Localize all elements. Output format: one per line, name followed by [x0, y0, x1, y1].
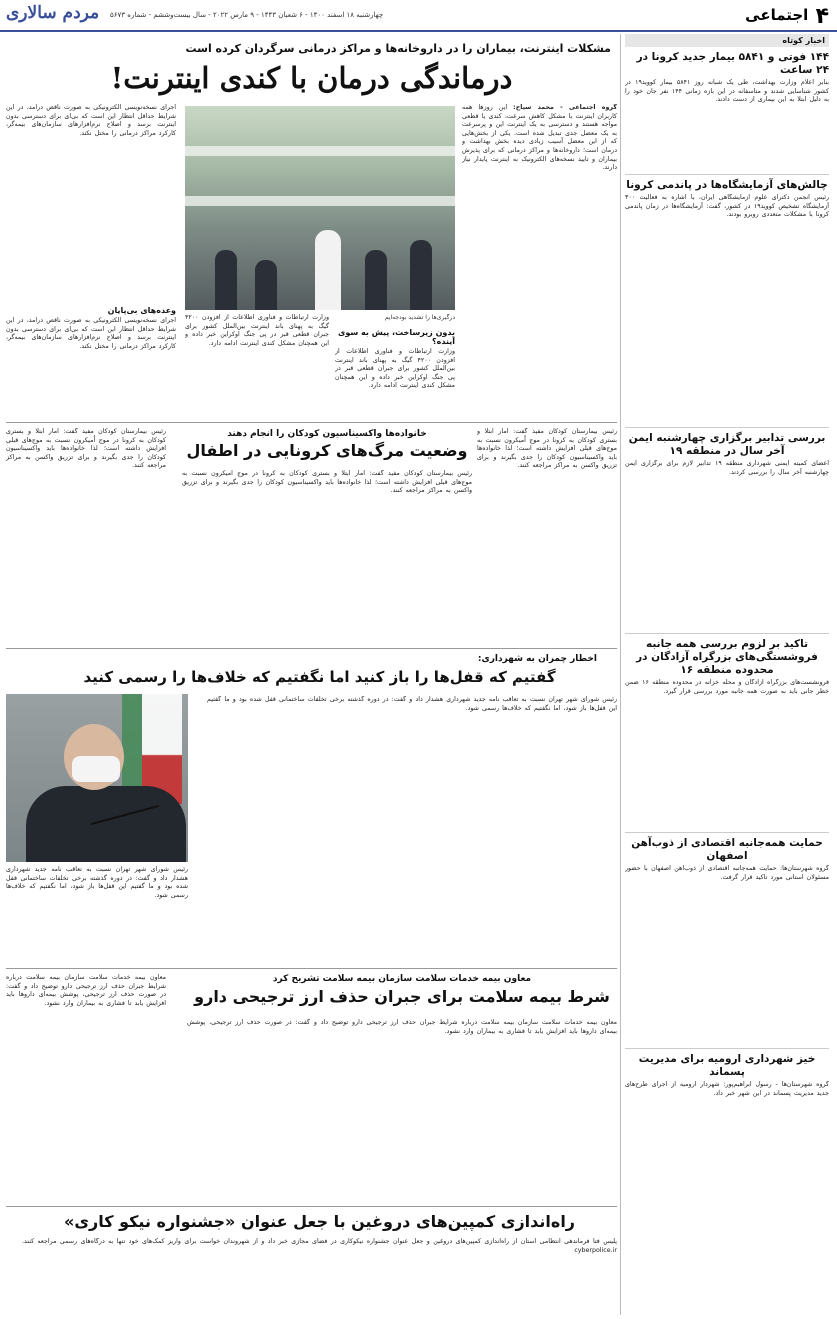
news-briefs-column: [625, 34, 829, 1315]
main-column: [6, 34, 617, 1315]
brief-body: گروه شهرستان‌ها - رسول ابراهیم‌پور: شهردار ارومیه از اجرای طرح‌های جدید مدیریت پسماند در این شهر خبر داد.: [625, 1081, 829, 1097]
dateline: چهارشنبه ۱۸ اسفند ۱۴۰۰ - ۶ شعبان ۱۴۴۳ - ۹ مارس ۲۰۲۲ - سال بیست‌وششم - شماره ۵۶۷۳: [110, 11, 384, 19]
brief-body: فرونشست‌های بزرگراه آزادگان و محله خزانه در محدوده منطقه ۱۶ ضمن خطر جانی باید به صورت همه جانبه مورد بررسی قرار گیرد.: [625, 679, 829, 695]
story3-headline: گفتیم که قفل‌ها را باز کنید اما نگفتیم که خلاف‌ها را رسمی کنید: [83, 668, 556, 686]
section-name: اجتماعی: [745, 6, 809, 24]
brief-body: اعضای کمیته ایمنی شهرداری منطقه ۱۹ تدابیر لازم برای برگزاری ایمن چهارشنبه آخر سال را بررسی کردند.: [625, 460, 829, 476]
brief-body: بنابر اعلام وزارت بهداشت، طی یک شبانه روز ۵۸۴۱ بیمار کووید۱۹ در کشور شناسایی شدند و متاسفانه در این بازه زمانی ۱۴۴ نفر جان خود را به دلیل ابتلا به این بیماری از دست دادند.: [625, 79, 829, 104]
photo-caption: درگیری‌ها را تشدید بودجه‌ایم: [384, 314, 455, 321]
lead-subhead: بدون زیرساخت، پیش به سوی آینده؟: [338, 328, 455, 346]
brief-title: بررسی تدابیر برگزاری چهارشنبه ایمن آخر سال در منطقه ۱۹: [628, 432, 826, 457]
briefs-tag: اخبار کوتاه: [625, 34, 829, 47]
story2-body: رئیس بیمارستان کودکان مفید گفت: آمار ابتلا و بستری کودکان به کرونا در موج اُمیکرون نسبت به موج‌های قبلی افزایش داشته است؛ لذا خانواده‌ها باید واکسیناسیون کودکان را جدی بگیرند و برای تزریق واکسن به مراکز مراجعه کنند.: [182, 470, 472, 495]
story4-headline: شرط بیمه سلامت برای جبران حذف ارز ترجیحی دارو: [194, 987, 610, 1006]
story5-headline: راه‌اندازی کمپین‌های دروغین با جعل عنوان «جشنواره نیکو کاری»: [63, 1212, 576, 1231]
page-number: ۴: [815, 4, 829, 29]
brief-body: گروه شهرستان‌ها: حمایت همه‌جانبه اقتصادی از ذوب‌آهن اصفهان با حضور مسئولان استانی مورد تاکید قرار گرفت.: [625, 865, 829, 881]
lead-kicker: مشکلات اینترنت، بیماران را در داروخانه‌ها و مراکز درمانی سرگردان کرده است: [185, 42, 611, 55]
section-title: [745, 4, 829, 29]
lead-subhead: وعده‌های بی‌پایان: [107, 306, 176, 315]
story5-body: پلیس فتا فرماندهی انتظامی استان از راه‌اندازی کمپین‌های دروغین و جعل عنوان جشنواره نیکوکاری در فضای مجازی خبر داد و از شهروندان خواست برای واریز کمک‌های خود تنها به درگاه‌های رسمی مراجعه کنند. cyberpolice.ir: [22, 1238, 617, 1254]
story2-body: رئیس بیمارستان کودکان مفید گفت: آمار ابتلا و بستری کودکان به کرونا در موج اُمیکرون نسبت به موج‌های قبلی افزایش داشته است؛ لذا خانواده‌ها باید واکسیناسیون کودکان را جدی بگیرند و برای تزریق واکسن به مراکز مراجعه کنند.: [477, 428, 617, 470]
brief-title: خیز شهرداری ارومیه برای مدیریت پسماند: [638, 1053, 816, 1078]
lead-body-right: این روزها همه کاربران اینترنت با مشکل کاهش سرعت، کندی یا قطعی مواجه هستند و دسترسی به یک اینترنت این و پرسرعت به یک معضل جدی تبدیل شده است. یکی از بخش‌هایی که از این معضل آسیب زیادی دیده بخش بهداشت و درمان است؛ داروخانه‌ها و مراکز درمانی که برای پذیرش بیماران و تایید نسخه‌های الکترونیک به اینترنت پایدار نیاز دارند.: [462, 104, 617, 172]
lead-body-left: اجرای نسخه‌نویسی الکترونیکی به صورت ناقص درآمد، در این شرایط حداقل انتظار این است که بی‌ای برای دسترسی بدون اینترنت برسد و اصلاح نرم‌افزارهای سازمان‌های بیمه‌گر، کارکرد مراکز درمانی را مختل نکند.: [6, 317, 176, 350]
brief-title: چالش‌های آزمایشگاه‌ها در پاندمی کرونا: [626, 179, 828, 191]
story2-body: رئیس بیمارستان کودکان مفید گفت: آمار ابتلا و بستری کودکان به کرونا در موج اُمیکرون نسبت به موج‌های قبلی افزایش داشته است؛ لذا خانواده‌ها باید واکسیناسیون کودکان را جدی بگیرند و برای تزریق واکسن به مراکز مراجعه کنند.: [6, 428, 166, 470]
brief-title: تاکید بر لزوم بررسی همه جانبه فروشستگی‌های بزرگراه آزادگان در محدوده منطقه ۱۶: [636, 638, 818, 676]
brief-body: رئیس انجمن دکترای علوم آزمایشگاهی ایران، با اشاره به فعالیت ۳۰۰ آزمایشگاه تشخیص کووید۱۹ در کشور، گفت: آزمایشگاه‌ها در زمان پاندمی کرونا با مشکلات متعددی روبرو بودند.: [625, 194, 829, 219]
story4-kicker: معاون بیمه خدمات سلامت سازمان بیمه سلامت تشریح کرد: [272, 974, 532, 984]
official-photo: [6, 694, 188, 862]
story4-body: معاون بیمه خدمات سلامت سازمان بیمه سلامت درباره شرایط جبران حذف ارز ترجیحی دارو توضیح داد و گفت: در صورت حذف ارز ترجیحی، پوشش بیمه‌ای داروها باید افزایش یابد تا فشاری به بیماران وارد نشود.: [6, 974, 166, 1007]
column-divider: [620, 34, 621, 1315]
lead-body: وزارت ارتباطات و فناوری اطلاعات از افزودن ۴۲۰۰ گیگ به پهنای باند اینترنت بین‌الملل کشور برای جبران قطعی قبر در پی جنگ اوکراین خبر داده و این همچنان مشکل کندی اینترنت ادامه دارد.: [335, 348, 455, 390]
pharmacy-photo: [185, 106, 455, 310]
story3-kicker: اخطار چمران به شهرداری:: [477, 654, 597, 664]
story3-body: رئیس شورای شهر تهران نسبت به تعاقب نامه جدید شهرداری هشدار داد و گفت: در دوره گذشته برخی تخلفات ساختمانی قفل شده بود و ما گفتیم این قفل‌ها باز شود، اما نگفتیم که خلاف‌ها رسمی شود.: [6, 866, 188, 899]
lead-body-left: اجرای نسخه‌نویسی الکترونیکی به صورت ناقص درآمد، در این شرایط حداقل انتظار این است که بی‌ای برای دسترسی بدون اینترنت برسد و اصلاح نرم‌افزارهای سازمان‌های بیمه‌گر، کارکرد مراکز درمانی را مختل نکند.: [6, 104, 176, 137]
story3-body: رئیس شورای شهر تهران نسبت به تعاقب نامه جدید شهرداری هشدار داد و گفت: در دوره گذشته برخی تخلفات ساختمانی قفل شده بود و ما گفتیم این قفل‌ها باز شود، اما نگفتیم که خلاف‌ها رسمی شود.: [207, 696, 617, 712]
lead-headline: درماندگی درمان با کندی اینترنت!: [110, 61, 513, 95]
page-header: [0, 0, 837, 32]
story2-kicker: خانواده‌ها واکسیناسیون کودکان را انجام دهند: [227, 429, 427, 439]
newspaper-logo: مردم سالاری: [6, 3, 100, 23]
story4-body: معاون بیمه خدمات سلامت سازمان بیمه سلامت درباره شرایط جبران حذف ارز ترجیحی دارو توضیح داد و گفت: در صورت حذف ارز ترجیحی، پوشش بیمه‌ای داروها باید افزایش یابد تا فشاری به بیماران وارد نشود.: [187, 1019, 617, 1035]
brief-title: ۱۴۴ فوتی و ۵۸۴۱ بیمار جدید کرونا در ۲۴ ساعت: [636, 51, 829, 76]
lead-byline: گروه اجتماعی - محمد سیاح:: [513, 104, 617, 111]
story2-headline: وضعیت مرگ‌های کرونایی در اطفال: [186, 441, 468, 460]
lead-body: وزارت ارتباطات و فناوری اطلاعات از افزودن ۴۲۰۰ گیگ به پهنای باند اینترنت بین‌الملل کشور برای جبران قطعی قبر در پی جنگ اوکراین خبر داده و این همچنان مشکل کندی اینترنت ادامه دارد.: [185, 314, 329, 347]
brief-title: حمایت همه‌جانبه اقتصادی از ذوب‌آهن اصفهان: [631, 837, 823, 862]
